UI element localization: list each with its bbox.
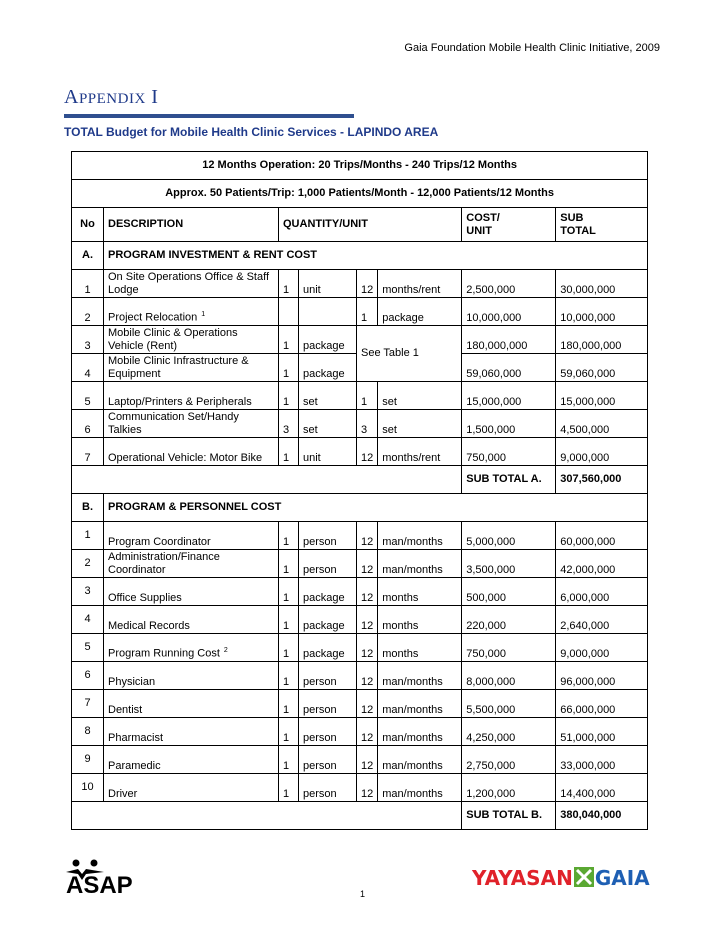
row-qty-1: 1	[279, 270, 299, 298]
row-description	[104, 746, 279, 774]
subtotal-a-value: 307,560,000	[556, 466, 648, 494]
row-description	[104, 354, 279, 382]
row-unit-2: months	[378, 606, 462, 634]
row-qty-2: 12	[357, 662, 378, 690]
table-row	[72, 522, 648, 550]
row-subtotal: 96,000,000	[556, 662, 648, 690]
row-unit-1: person	[299, 690, 357, 718]
row-description-text: Office Supplies	[108, 592, 182, 604]
row-subtotal: 66,000,000	[556, 690, 648, 718]
row-unit-2: man/months	[378, 690, 462, 718]
row-qty-1: 1	[279, 690, 299, 718]
row-cost-unit: 750,000	[462, 634, 556, 662]
row-unit-1: package	[299, 578, 357, 606]
caption-patients: Approx. 50 Patients/Trip: 1,000 Patients/Month - 12,000 Patients/12 Months	[72, 180, 648, 208]
budget-table	[71, 151, 648, 830]
table-row	[72, 634, 648, 662]
col-header-no: No	[72, 208, 104, 242]
row-no: 10	[72, 774, 104, 802]
row-description	[104, 690, 279, 718]
subtotal-a-spacer	[72, 466, 462, 494]
row-unit-2: man/months	[378, 522, 462, 550]
row-unit-1: package	[299, 634, 357, 662]
section-a-rows	[72, 270, 648, 466]
row-description-text: Operational Vehicle: Motor Bike	[108, 452, 263, 464]
row-no: 4	[72, 606, 104, 634]
row-description-text: Physician	[108, 676, 156, 688]
col-header-sub-line2: TOTAL	[560, 224, 596, 237]
appendix-rest: PPENDIX	[78, 91, 146, 107]
row-no: 4	[72, 354, 104, 382]
row-unit-1: person	[299, 774, 357, 802]
row-description-text: Communication Set/Handy Talkies	[108, 411, 239, 436]
row-no: 2	[72, 550, 104, 578]
row-unit-1: person	[299, 746, 357, 774]
row-qty-2: 12	[357, 438, 378, 466]
asap-logo-graphic	[64, 858, 146, 896]
row-subtotal: 15,000,000	[556, 382, 648, 410]
row-description-text: Mobile Clinic Infrastructure & Equipment	[108, 355, 249, 380]
row-unit-2: months	[378, 578, 462, 606]
row-qty-2: 12	[357, 578, 378, 606]
row-subtotal: 30,000,000	[556, 270, 648, 298]
row-qty-1: 1	[279, 774, 299, 802]
table-row	[72, 690, 648, 718]
row-qty-2: 12	[357, 550, 378, 578]
col-header-sub-line1: SUB	[560, 211, 584, 224]
row-no: 7	[72, 438, 104, 466]
row-unit-2: package	[378, 298, 462, 326]
row-no: 1	[72, 270, 104, 298]
row-description-text: Driver	[108, 788, 138, 800]
row-subtotal: 4,500,000	[556, 410, 648, 438]
yayasan-text: YAYASAN	[472, 866, 573, 890]
section-a-no: A.	[72, 242, 104, 270]
row-cost-unit: 15,000,000	[462, 382, 556, 410]
appendix-title	[64, 86, 158, 109]
row-cost-unit: 1,500,000	[462, 410, 556, 438]
appendix-initial: A	[64, 86, 79, 108]
row-qty-2: 12	[357, 606, 378, 634]
table-row	[72, 550, 648, 578]
row-qty-2: 1	[357, 298, 378, 326]
row-qty-2: 12	[357, 746, 378, 774]
row-description-text: Dentist	[108, 704, 143, 716]
row-unit-1	[299, 298, 357, 326]
row-cost-unit: 5,000,000	[462, 522, 556, 550]
col-header-subtotal	[556, 208, 648, 242]
section-a-title: PROGRAM INVESTMENT & RENT COST	[104, 242, 648, 270]
row-unit-1: unit	[299, 270, 357, 298]
row-subtotal: 9,000,000	[556, 634, 648, 662]
row-description	[104, 326, 279, 354]
footnote-marker: 2	[223, 647, 228, 655]
title-rule	[64, 114, 354, 118]
row-qty-1: 3	[279, 410, 299, 438]
row-description-text: Laptop/Printers & Peripherals	[108, 396, 252, 408]
running-header: Gaia Foundation Mobile Health Clinic Initiative, 2009	[404, 42, 660, 54]
row-cost-unit: 1,200,000	[462, 774, 556, 802]
row-unit-2: set	[378, 382, 462, 410]
row-qty-1: 1	[279, 746, 299, 774]
row-description-text: Pharmacist	[108, 732, 164, 744]
row-qty-1: 1	[279, 326, 299, 354]
row-subtotal: 6,000,000	[556, 578, 648, 606]
section-b-no: B.	[72, 494, 104, 522]
row-no: 7	[72, 690, 104, 718]
row-description-text: Program Running Cost	[108, 648, 220, 660]
row-cost-unit: 220,000	[462, 606, 556, 634]
row-qty-2: 12	[357, 774, 378, 802]
row-description-text: On Site Operations Office & Staff Lodge	[108, 271, 270, 296]
row-no: 8	[72, 718, 104, 746]
row-no: 5	[72, 382, 104, 410]
table-row	[72, 382, 648, 410]
row-unit-1: person	[299, 550, 357, 578]
row-qty-1: 1	[279, 382, 299, 410]
row-description	[104, 550, 279, 578]
row-unit-1: unit	[299, 438, 357, 466]
row-qty-2: 12	[357, 718, 378, 746]
row-description-text: Administration/Finance Coordinator	[108, 551, 220, 576]
row-description-text: Project Relocation	[108, 312, 198, 324]
col-header-cost-line1: COST/	[466, 211, 500, 224]
row-qty-1: 1	[279, 550, 299, 578]
row-no: 2	[72, 298, 104, 326]
row-no: 3	[72, 326, 104, 354]
row-description-text: Program Coordinator	[108, 536, 211, 548]
row-cost-unit: 59,060,000	[462, 354, 556, 382]
row-cost-unit: 10,000,000	[462, 298, 556, 326]
row-unit-2: months	[378, 634, 462, 662]
row-unit-1: package	[299, 326, 357, 354]
row-no: 3	[72, 578, 104, 606]
row-cost-unit: 4,250,000	[462, 718, 556, 746]
row-no: 1	[72, 522, 104, 550]
section-b-title: PROGRAM & PERSONNEL COST	[104, 494, 648, 522]
row-qty-1: 1	[279, 438, 299, 466]
row-subtotal: 9,000,000	[556, 438, 648, 466]
asap-logo	[64, 858, 146, 901]
col-header-description: DESCRIPTION	[104, 208, 279, 242]
col-header-quantity: QUANTITY/UNIT	[279, 208, 462, 242]
table-row	[72, 326, 648, 354]
row-unit-1: person	[299, 662, 357, 690]
row-description	[104, 522, 279, 550]
row-description	[104, 718, 279, 746]
row-description	[104, 382, 279, 410]
row-subtotal: 2,640,000	[556, 606, 648, 634]
subtotal-a-label: SUB TOTAL A.	[462, 466, 556, 494]
row-unit-1: package	[299, 606, 357, 634]
row-qty-1	[279, 298, 299, 326]
row-unit-2: man/months	[378, 550, 462, 578]
row-qty-1: 1	[279, 662, 299, 690]
row-cost-unit: 180,000,000	[462, 326, 556, 354]
row-description	[104, 270, 279, 298]
table-row	[72, 746, 648, 774]
row-qty-2: 12	[357, 634, 378, 662]
row-description-text: Mobile Clinic & Operations Vehicle (Rent)	[108, 327, 238, 352]
row-unit-2: man/months	[378, 774, 462, 802]
budget-subtitle: TOTAL Budget for Mobile Health Clinic Services - LAPINDO AREA	[64, 125, 439, 139]
row-unit-2: months/rent	[378, 270, 462, 298]
row-cost-unit: 750,000	[462, 438, 556, 466]
row-description	[104, 774, 279, 802]
row-subtotal: 59,060,000	[556, 354, 648, 382]
page-number: 1	[360, 889, 366, 899]
row-description-text: Paramedic	[108, 760, 161, 772]
row-cost-unit: 500,000	[462, 578, 556, 606]
row-qty-2: 12	[357, 270, 378, 298]
row-cost-unit: 5,500,000	[462, 690, 556, 718]
row-subtotal: 60,000,000	[556, 522, 648, 550]
see-table-note: See Table 1	[357, 326, 462, 382]
footnote-marker: 1	[201, 311, 206, 319]
row-unit-2: man/months	[378, 718, 462, 746]
row-description	[104, 606, 279, 634]
caption-operation: 12 Months Operation: 20 Trips/Months - 240 Trips/12 Months	[72, 152, 648, 180]
table-row	[72, 606, 648, 634]
table-row	[72, 774, 648, 802]
row-subtotal: 14,400,000	[556, 774, 648, 802]
col-header-cost	[462, 208, 556, 242]
row-unit-1: person	[299, 522, 357, 550]
gaia-emblem-icon	[574, 867, 594, 887]
row-cost-unit: 3,500,000	[462, 550, 556, 578]
table-row	[72, 578, 648, 606]
row-qty-2: 1	[357, 382, 378, 410]
table-row	[72, 270, 648, 298]
yayasan-gaia-logo	[472, 866, 650, 890]
row-description	[104, 410, 279, 438]
row-description	[104, 662, 279, 690]
subtotal-b-value: 380,040,000	[556, 802, 648, 830]
row-cost-unit: 2,500,000	[462, 270, 556, 298]
section-b-rows	[72, 522, 648, 802]
row-unit-1: set	[299, 382, 357, 410]
row-qty-2: 3	[357, 410, 378, 438]
row-description	[104, 634, 279, 662]
row-unit-2: months/rent	[378, 438, 462, 466]
row-qty-1: 1	[279, 606, 299, 634]
row-qty-1: 1	[279, 634, 299, 662]
row-qty-2: 12	[357, 522, 378, 550]
row-cost-unit: 2,750,000	[462, 746, 556, 774]
row-qty-2: 12	[357, 690, 378, 718]
row-description	[104, 578, 279, 606]
row-description-text: Medical Records	[108, 620, 190, 632]
table-row	[72, 410, 648, 438]
asap-logo-text: ASAP	[66, 872, 133, 896]
row-subtotal: 33,000,000	[556, 746, 648, 774]
row-qty-1: 1	[279, 522, 299, 550]
table-row	[72, 662, 648, 690]
subtotal-b-label: SUB TOTAL B.	[462, 802, 556, 830]
row-subtotal: 51,000,000	[556, 718, 648, 746]
row-unit-2: man/months	[378, 746, 462, 774]
row-no: 6	[72, 662, 104, 690]
row-subtotal: 180,000,000	[556, 326, 648, 354]
row-unit-1: package	[299, 354, 357, 382]
table-row	[72, 718, 648, 746]
row-cost-unit: 8,000,000	[462, 662, 556, 690]
row-qty-1: 1	[279, 718, 299, 746]
row-unit-1: set	[299, 410, 357, 438]
row-unit-2: set	[378, 410, 462, 438]
row-qty-1: 1	[279, 578, 299, 606]
row-subtotal: 42,000,000	[556, 550, 648, 578]
row-description	[104, 298, 279, 326]
row-no: 6	[72, 410, 104, 438]
subtotal-b-spacer	[72, 802, 462, 830]
appendix-roman: I	[151, 86, 159, 108]
col-header-cost-line2: UNIT	[466, 224, 492, 237]
row-qty-1: 1	[279, 354, 299, 382]
row-no: 5	[72, 634, 104, 662]
row-subtotal: 10,000,000	[556, 298, 648, 326]
row-unit-2: man/months	[378, 662, 462, 690]
row-unit-1: person	[299, 718, 357, 746]
row-no: 9	[72, 746, 104, 774]
gaia-text: GAIA	[594, 866, 650, 890]
table-row	[72, 298, 648, 326]
table-row	[72, 438, 648, 466]
row-description	[104, 438, 279, 466]
